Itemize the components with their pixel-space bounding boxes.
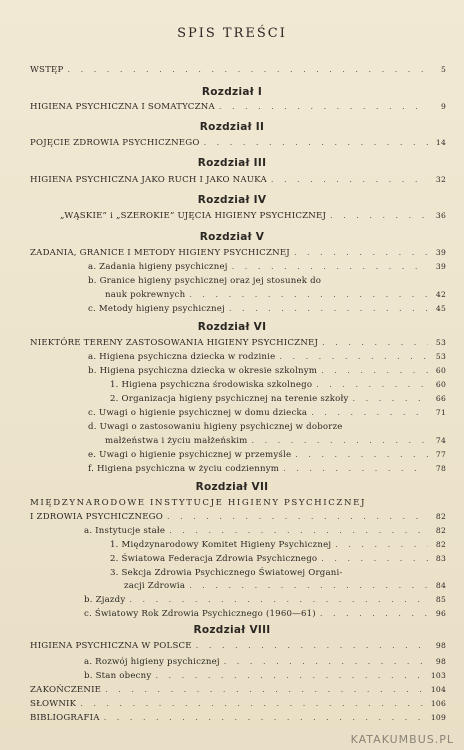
entry-title: 1. Międzynarodowy Komitet Higieny Psychicznej [110, 540, 332, 550]
entry-title: c. Światowy Rok Zdrowia Psychicznego (1960—61) [84, 609, 316, 619]
page-number: 78 [435, 464, 446, 473]
entry-title: SŁOWNIK [30, 699, 77, 709]
page-number: 36 [435, 211, 446, 220]
toc-entry [88, 463, 446, 475]
toc-entry [88, 449, 446, 461]
dot-leader [322, 337, 428, 349]
page-number: 14 [435, 138, 446, 147]
page-number: 77 [435, 450, 446, 459]
dot-leader [279, 351, 428, 363]
entry-title: 1. Higiena psychiczna środowiska szkolnego [110, 380, 313, 390]
toc-entry [84, 608, 446, 620]
entry-title: c. Uwagi o higienie psychicznej w domu dziecka [88, 408, 308, 418]
entry-title: HIGIENA PSYCHICZNA W POLSCE [30, 641, 192, 651]
dot-leader [80, 698, 427, 710]
page-number: 82 [435, 512, 446, 521]
dot-leader [155, 670, 426, 682]
page-number: 109 [430, 713, 446, 722]
toc-entry [88, 261, 446, 273]
dot-leader [224, 656, 428, 668]
dot-leader [196, 640, 428, 652]
toc-entry-text: MIĘDZYNARODOWE INSTYTUCJE HIGIENY PSYCHICZNEJ [30, 498, 367, 508]
page-number: 53 [435, 352, 446, 361]
dot-leader [316, 379, 428, 391]
page-number: 82 [435, 540, 446, 549]
entry-title: e. Uwagi o higienie psychicznej w przemyśle [88, 450, 292, 460]
toc-entry [84, 525, 446, 537]
entry-title: BIBLIOGRAFIA [30, 713, 100, 723]
chapter-heading: Rozdział III [197, 157, 267, 169]
entry-title: WSTĘP [30, 65, 64, 75]
entry-title: c. Metody higieny psychicznej [88, 304, 225, 314]
toc-entry [88, 365, 446, 377]
toc-entry [88, 407, 446, 419]
toc-entry [30, 174, 446, 186]
page-number: 103 [430, 671, 446, 680]
watermark: KATAKUMBUS.PL [350, 733, 454, 746]
chapter-heading: Rozdział II [199, 121, 265, 133]
chapter-heading: Rozdział VII [195, 481, 269, 493]
dot-leader [311, 407, 428, 419]
entry-title: a. Higiena psychiczna dziecka w rodzinie [88, 352, 276, 362]
toc-entry [124, 580, 446, 592]
entry-title: a. Instytucje stałe [84, 526, 166, 536]
page-number: 66 [435, 394, 446, 403]
dot-leader [229, 303, 428, 315]
entry-title: f. Higiena psychiczna w życiu codziennym [88, 464, 280, 474]
toc-entry [110, 539, 446, 551]
dot-leader [129, 594, 428, 606]
dot-leader [204, 137, 428, 149]
entry-title: 2. Światowa Federacja Zdrowia Psychicznego [110, 554, 318, 564]
page-number: 85 [435, 595, 446, 604]
entry-title: ZAKOŃCZENIE [30, 685, 102, 695]
dot-leader [189, 289, 428, 301]
dot-leader [104, 712, 427, 724]
dot-leader [219, 101, 428, 113]
entry-title: NIEKTÓRE TERENY ZASTOSOWANIA HIGIENY PSYCHICZNEJ [30, 338, 319, 348]
dot-leader [189, 580, 428, 592]
entry-title: a. Zadania higieny psychicznej [88, 262, 228, 272]
dot-leader [232, 261, 428, 273]
toc-entry-text: 3. Sekcja Zdrowia Psychicznego Światowej Organi- [110, 568, 343, 578]
toc-entry [30, 698, 446, 710]
dot-leader [167, 511, 428, 523]
entry-title: HIGIENA PSYCHICZNA JAKO RUCH I JAKO NAUKA [30, 175, 267, 185]
toc-entry [110, 553, 446, 565]
toc-entry [60, 210, 446, 222]
toc-entry [30, 640, 446, 652]
dot-leader [294, 247, 428, 259]
toc-entry-text: d. Uwagi o zastosowaniu higieny psychicznej w doborze [88, 422, 343, 432]
chapter-heading: Rozdział V [199, 231, 265, 243]
page-number: 106 [430, 699, 446, 708]
chapter-heading: Rozdział IV [197, 194, 267, 206]
page-number: 84 [435, 581, 446, 590]
entry-title: „WĄSKIE” i „SZEROKIE” UJĘCIA HIGIENY PSYCHICZNEJ [60, 211, 327, 221]
entry-title: 2. Organizacja higieny psychicznej na terenie szkoły [110, 394, 349, 404]
chapter-heading: Rozdział I [201, 86, 263, 98]
dot-leader [283, 463, 428, 475]
entry-title: zacji Zdrowia [124, 581, 186, 591]
page-number: 74 [435, 436, 446, 445]
page-number: 82 [435, 526, 446, 535]
toc-entry [110, 379, 446, 391]
entry-title: HIGIENA PSYCHICZNA I SOMATYCZNA [30, 102, 215, 112]
dot-leader [68, 64, 428, 76]
dot-leader [105, 684, 427, 696]
toc-entry [30, 101, 446, 113]
page-number: 45 [435, 304, 446, 313]
toc-entry [84, 670, 446, 682]
entry-title: ZADANIA, GRANICE I METODY HIGIENY PSYCHICZNEJ [30, 248, 290, 258]
toc-entry [84, 656, 446, 668]
dot-leader [271, 174, 428, 186]
toc-entry [30, 712, 446, 724]
page-number: 32 [435, 175, 446, 184]
toc-entry [30, 684, 446, 696]
toc-entry [30, 64, 446, 76]
page-number: 83 [435, 554, 446, 563]
entry-title: b. Zjazdy [84, 595, 126, 605]
dot-leader [353, 393, 428, 405]
entry-title: POJĘCIE ZDROWIA PSYCHICZNEGO [30, 138, 200, 148]
entry-title: małżeństwa i życiu małżeńskim [105, 436, 248, 446]
page-number: 39 [435, 248, 446, 257]
dot-leader [295, 449, 428, 461]
toc-entry [30, 337, 446, 349]
page-number: 53 [435, 338, 446, 347]
chapter-heading: Rozdział VI [197, 321, 267, 333]
page-number: 5 [440, 65, 446, 74]
toc-entry-text: b. Granice higieny psychicznej oraz jej stosunek do [88, 276, 322, 286]
page-number: 42 [435, 290, 446, 299]
page-title: SPIS TREŚCI [177, 26, 287, 41]
toc-entry [30, 511, 446, 523]
toc-entry [110, 393, 446, 405]
page-number: 60 [435, 380, 446, 389]
page-number: 98 [435, 641, 446, 650]
entry-title: a. Rozwój higieny psychicznej [84, 657, 220, 667]
chapter-heading: Rozdział VIII [193, 624, 271, 636]
dot-leader [320, 608, 428, 620]
dot-leader [335, 539, 428, 551]
dot-leader [169, 525, 428, 537]
toc-entry [105, 435, 446, 447]
toc-entry [88, 303, 446, 315]
toc-entry [30, 137, 446, 149]
toc-entry [84, 594, 446, 606]
page-number: 39 [435, 262, 446, 271]
dot-leader [321, 365, 428, 377]
page-number: 9 [440, 102, 446, 111]
page-number: 71 [435, 408, 446, 417]
dot-leader [330, 210, 428, 222]
dot-leader [321, 553, 428, 565]
entry-title: b. Stan obecny [84, 671, 152, 681]
page-number: 96 [435, 609, 446, 618]
page-number: 60 [435, 366, 446, 375]
toc-entry [30, 247, 446, 259]
toc-entry [105, 289, 446, 301]
page-number: 98 [435, 657, 446, 666]
entry-title: b. Higiena psychiczna dziecka w okresie szkolnym [88, 366, 318, 376]
page-number: 104 [430, 685, 446, 694]
dot-leader [252, 435, 429, 447]
entry-title: I ZDROWIA PSYCHICZNEGO [30, 512, 163, 522]
entry-title: nauk pokrewnych [105, 290, 186, 300]
toc-entry [88, 351, 446, 363]
